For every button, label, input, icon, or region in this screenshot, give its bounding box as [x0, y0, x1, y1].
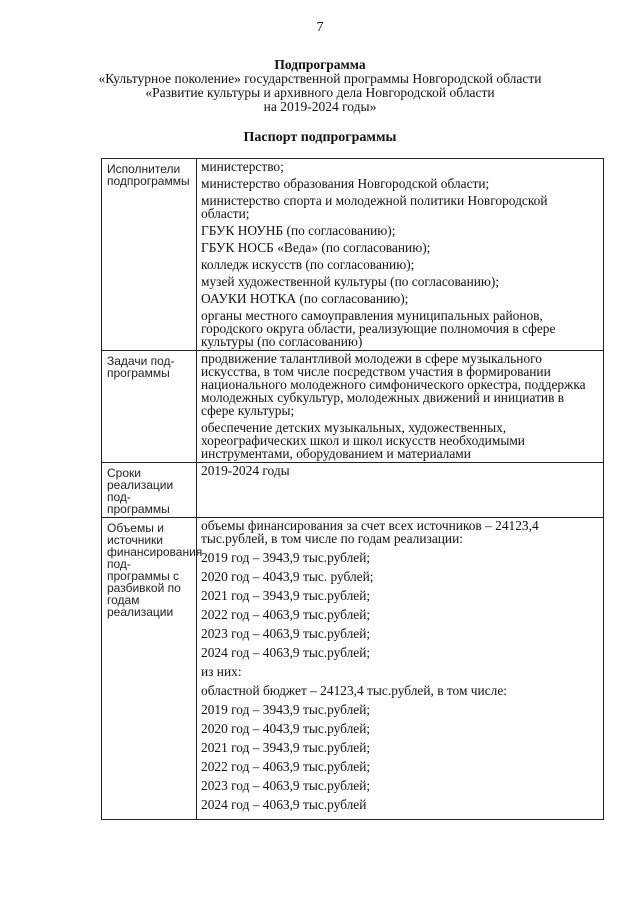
row-content	[197, 159, 603, 350]
list-item: 2019 год – 3943,9 тыс.рублей;	[201, 550, 371, 565]
list-item: 2023 год – 4063,9 тыс.рублей;	[201, 626, 371, 641]
header-line-1: «Культурное поколение» государственной программы Новгородской области	[98, 71, 542, 86]
list-item: 2023 год – 4063,9 тыс.рублей;	[201, 778, 371, 793]
table-row-financing	[102, 517, 603, 819]
list-item: колледж искусств (по согласованию);	[201, 257, 415, 272]
list-item: ГБУК НОУНБ (по согласованию);	[201, 223, 396, 238]
list-item: продвижение талантливой молодежи в сфере музыкального искусства, в том числе посредством участия в формировании национального молодежного симфонического оркестра, поддержка молодежных субкультур, молодежных движений и инициатив в сфере культуры;	[201, 351, 586, 418]
header-line-3: на 2019-2024 годы»	[263, 99, 377, 114]
list-item: 2021 год – 3943,9 тыс.рублей;	[201, 740, 371, 755]
list-item: 2024 год – 4063,9 тыс.рублей;	[201, 645, 371, 660]
page-number: 7	[316, 20, 324, 35]
list-item: министерство;	[201, 159, 284, 174]
row-label: Исполнители подпрограммы	[102, 159, 197, 350]
list-item: министерство образования Новгородской области;	[201, 176, 490, 191]
list-item: обеспечение детских музыкальных, художественных, хореографических школ и школ искусств необходимыми инструментами, оборудованием и материалами	[201, 420, 525, 461]
list-item: 2022 год – 4063,9 тыс.рублей;	[201, 607, 371, 622]
list-item: музей художественной культуры (по согласованию);	[201, 274, 500, 289]
passport-table	[101, 158, 604, 820]
list-item: 2021 год – 3943,9 тыс.рублей;	[201, 588, 371, 603]
list-item: 2024 год – 4063,9 тыс.рублей	[201, 797, 367, 812]
list-item: министерство спорта и молодежной политики Новгородской области;	[201, 193, 548, 221]
subprogram-title: Подпрограмма	[274, 57, 366, 72]
list-item: 2019-2024 годы	[201, 463, 290, 478]
table-row-tasks	[102, 350, 603, 462]
table-row-terms	[102, 462, 603, 517]
list-item: 2019 год – 3943,9 тыс.рублей;	[201, 702, 371, 717]
list-item: 2020 год – 4043,9 тыс. рублей;	[201, 569, 374, 584]
passport-title: Паспорт подпрограммы	[243, 130, 397, 145]
row-content	[197, 351, 603, 462]
table-row-executors	[102, 159, 603, 350]
row-content	[197, 518, 603, 819]
list-item: органы местного самоуправления муниципальных районов, городского округа области, реализующие полномочия в сфере культуры (по согласованию)	[201, 308, 556, 349]
list-item: ГБУК НОСБ «Веда» (по согласованию);	[201, 240, 431, 255]
list-item: объемы финансирования за счет всех источников – 24123,4 тыс.рублей, в том числе по годам реализации:	[201, 518, 539, 546]
list-item: из них:	[201, 664, 242, 679]
row-content	[197, 463, 603, 517]
row-label: Сроки реализации под-программы	[102, 463, 197, 517]
row-label: Объемы и источники финансирования под-программы с разбивкой по годам реализации	[102, 518, 197, 819]
list-item: 2020 год – 4043,9 тыс.рублей;	[201, 721, 371, 736]
list-item: ОАУКИ НОТКА (по согласованию);	[201, 291, 409, 306]
header-line-2: «Развитие культуры и архивного дела Новгородской области	[145, 85, 495, 100]
list-item: 2022 год – 4063,9 тыс.рублей;	[201, 759, 371, 774]
document-header	[0, 58, 640, 114]
row-label: Задачи под-программы	[102, 351, 197, 462]
list-item: областной бюджет – 24123,4 тыс.рублей, в том числе:	[201, 683, 507, 698]
